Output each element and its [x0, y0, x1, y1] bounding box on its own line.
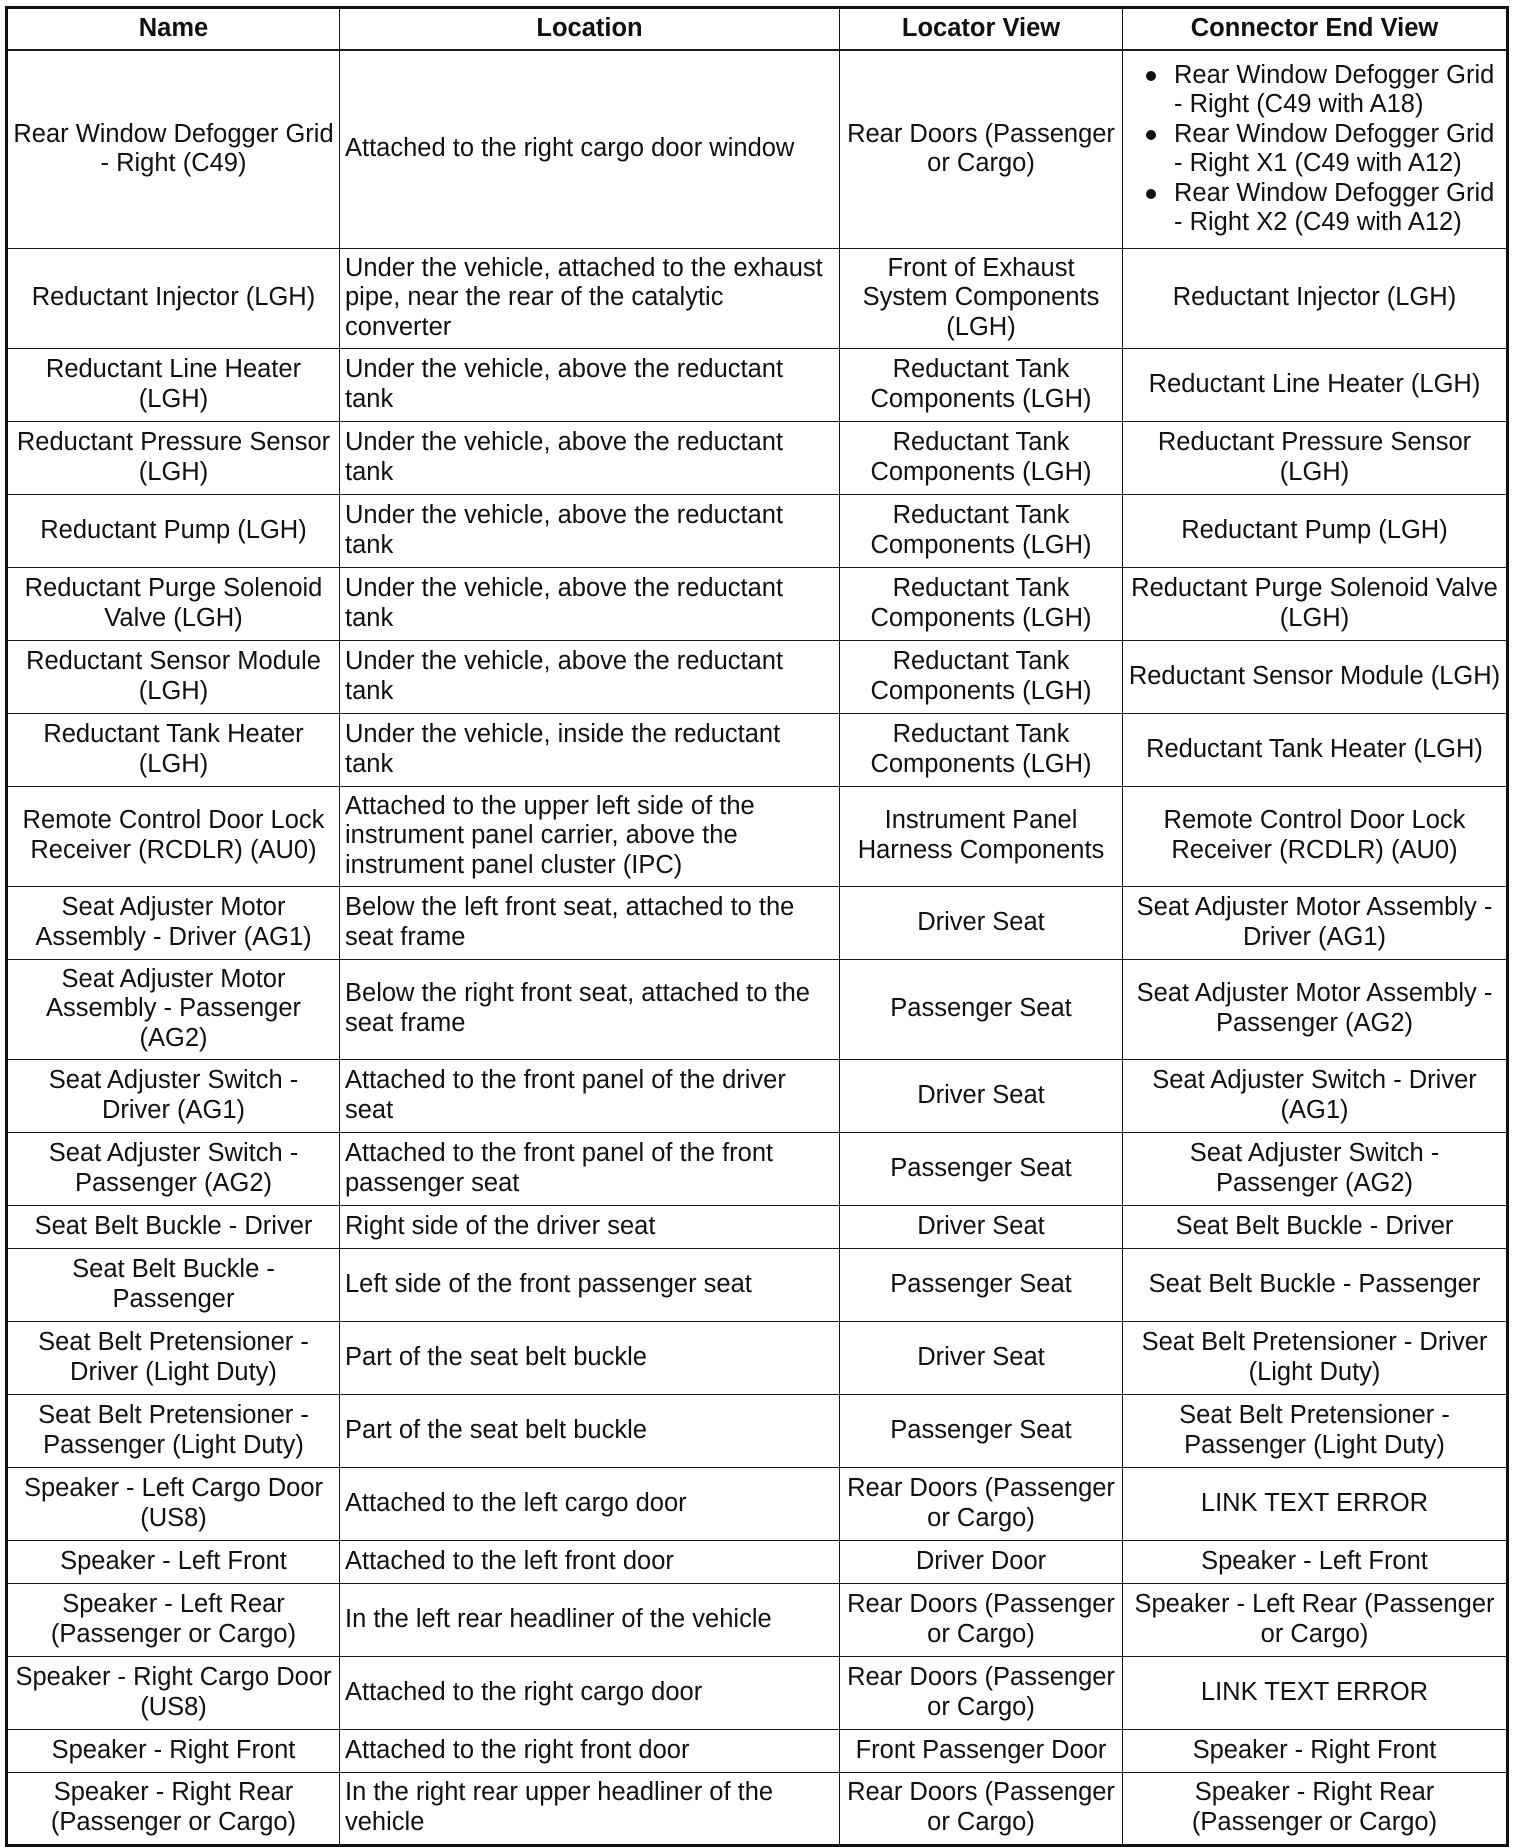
cell-name: Reductant Tank Heater (LGH)	[7, 713, 340, 786]
cell-location: Attached to the front panel of the front passenger seat	[340, 1132, 840, 1205]
cell-name: Speaker - Right Cargo Door (US8)	[7, 1656, 340, 1729]
table-row	[7, 494, 1508, 567]
cell-connector-end-view[interactable]	[1123, 50, 1508, 248]
cell-locator-view[interactable]: Reductant Tank Components (LGH)	[840, 713, 1123, 786]
table-row	[7, 248, 1508, 348]
table-row	[7, 50, 1508, 248]
table-row	[7, 567, 1508, 640]
cell-locator-view[interactable]: Driver Seat	[840, 1059, 1123, 1132]
connector-list-item[interactable]: Rear Window Defogger Grid - Right X2 (C49 with A12)	[1128, 179, 1501, 238]
cell-name: Seat Adjuster Switch - Passenger (AG2)	[7, 1132, 340, 1205]
cell-location: In the left rear headliner of the vehicle	[340, 1583, 840, 1656]
cell-location: Attached to the left front door	[340, 1540, 840, 1583]
cell-connector-end-view[interactable]: Reductant Pressure Sensor (LGH)	[1123, 421, 1508, 494]
cell-connector-end-view[interactable]: Seat Adjuster Motor Assembly - Passenger (AG2)	[1123, 959, 1508, 1059]
table-row	[7, 1205, 1508, 1248]
cell-locator-view[interactable]: Reductant Tank Components (LGH)	[840, 494, 1123, 567]
cell-connector-end-view[interactable]: Seat Belt Pretensioner - Passenger (Light Duty)	[1123, 1394, 1508, 1467]
cell-locator-view[interactable]: Front Passenger Door	[840, 1729, 1123, 1772]
cell-location: Below the left front seat, attached to the seat frame	[340, 886, 840, 959]
cell-name: Speaker - Left Rear (Passenger or Cargo)	[7, 1583, 340, 1656]
cell-location: Part of the seat belt buckle	[340, 1394, 840, 1467]
cell-name: Seat Belt Pretensioner - Passenger (Light Duty)	[7, 1394, 340, 1467]
connector-list	[1128, 61, 1501, 238]
cell-locator-view[interactable]: Reductant Tank Components (LGH)	[840, 348, 1123, 421]
cell-name: Reductant Line Heater (LGH)	[7, 348, 340, 421]
table-row	[7, 1394, 1508, 1467]
column-header-connector-end-view: Connector End View	[1123, 8, 1508, 51]
cell-location: Attached to the right cargo door	[340, 1656, 840, 1729]
cell-connector-end-view[interactable]: LINK TEXT ERROR	[1123, 1656, 1508, 1729]
cell-location: Under the vehicle, above the reductant tank	[340, 567, 840, 640]
cell-location: Attached to the right front door	[340, 1729, 840, 1772]
table-body	[7, 50, 1508, 1845]
column-header-location: Location	[340, 8, 840, 51]
cell-connector-end-view[interactable]: Reductant Line Heater (LGH)	[1123, 348, 1508, 421]
cell-location: In the right rear upper headliner of the vehicle	[340, 1772, 840, 1845]
table-row	[7, 1132, 1508, 1205]
table-row	[7, 421, 1508, 494]
cell-locator-view[interactable]: Driver Door	[840, 1540, 1123, 1583]
cell-locator-view[interactable]: Driver Seat	[840, 1205, 1123, 1248]
cell-connector-end-view[interactable]: Speaker - Left Rear (Passenger or Cargo)	[1123, 1583, 1508, 1656]
cell-connector-end-view[interactable]: Reductant Pump (LGH)	[1123, 494, 1508, 567]
table-row	[7, 1467, 1508, 1540]
cell-location: Attached to the left cargo door	[340, 1467, 840, 1540]
cell-connector-end-view[interactable]: Reductant Sensor Module (LGH)	[1123, 640, 1508, 713]
cell-locator-view[interactable]: Passenger Seat	[840, 1132, 1123, 1205]
cell-connector-end-view[interactable]: Speaker - Right Rear (Passenger or Cargo)	[1123, 1772, 1508, 1845]
table-row	[7, 1248, 1508, 1321]
cell-name: Reductant Pressure Sensor (LGH)	[7, 421, 340, 494]
connector-list-item[interactable]: Rear Window Defogger Grid - Right X1 (C49 with A12)	[1128, 120, 1501, 179]
cell-locator-view[interactable]: Driver Seat	[840, 1321, 1123, 1394]
table-row	[7, 1729, 1508, 1772]
cell-location: Under the vehicle, above the reductant tank	[340, 348, 840, 421]
cell-connector-end-view[interactable]: Reductant Injector (LGH)	[1123, 248, 1508, 348]
cell-name: Seat Belt Pretensioner - Driver (Light Duty)	[7, 1321, 340, 1394]
cell-location: Under the vehicle, above the reductant tank	[340, 421, 840, 494]
cell-location: Attached to the front panel of the driver seat	[340, 1059, 840, 1132]
cell-connector-end-view[interactable]: Seat Adjuster Switch - Driver (AG1)	[1123, 1059, 1508, 1132]
connector-list-item[interactable]: Rear Window Defogger Grid - Right (C49 with A18)	[1128, 61, 1501, 120]
table-row	[7, 348, 1508, 421]
cell-name: Speaker - Right Rear (Passenger or Cargo)	[7, 1772, 340, 1845]
cell-location: Attached to the right cargo door window	[340, 50, 840, 248]
table-row	[7, 640, 1508, 713]
cell-name: Reductant Injector (LGH)	[7, 248, 340, 348]
cell-name: Rear Window Defogger Grid - Right (C49)	[7, 50, 340, 248]
cell-connector-end-view[interactable]: Seat Belt Pretensioner - Driver (Light Duty)	[1123, 1321, 1508, 1394]
cell-name: Seat Adjuster Motor Assembly - Driver (AG1)	[7, 886, 340, 959]
cell-connector-end-view[interactable]: Reductant Tank Heater (LGH)	[1123, 713, 1508, 786]
table-row	[7, 886, 1508, 959]
cell-connector-end-view[interactable]: LINK TEXT ERROR	[1123, 1467, 1508, 1540]
table-row	[7, 786, 1508, 886]
cell-locator-view[interactable]: Rear Doors (Passenger or Cargo)	[840, 50, 1123, 248]
cell-connector-end-view[interactable]: Seat Belt Buckle - Driver	[1123, 1205, 1508, 1248]
cell-connector-end-view[interactable]: Remote Control Door Lock Receiver (RCDLR) (AU0)	[1123, 786, 1508, 886]
cell-locator-view[interactable]: Front of Exhaust System Components (LGH)	[840, 248, 1123, 348]
table-row	[7, 959, 1508, 1059]
column-header-name: Name	[7, 8, 340, 51]
cell-location: Under the vehicle, inside the reductant tank	[340, 713, 840, 786]
cell-location: Under the vehicle, above the reductant tank	[340, 640, 840, 713]
header-row	[7, 8, 1508, 51]
cell-location: Below the right front seat, attached to the seat frame	[340, 959, 840, 1059]
cell-name: Reductant Sensor Module (LGH)	[7, 640, 340, 713]
cell-locator-view[interactable]: Passenger Seat	[840, 1394, 1123, 1467]
cell-locator-view[interactable]: Rear Doors (Passenger or Cargo)	[840, 1772, 1123, 1845]
cell-locator-view[interactable]: Rear Doors (Passenger or Cargo)	[840, 1583, 1123, 1656]
cell-connector-end-view[interactable]: Seat Belt Buckle - Passenger	[1123, 1248, 1508, 1321]
cell-name: Seat Belt Buckle - Driver	[7, 1205, 340, 1248]
table-row	[7, 1583, 1508, 1656]
cell-connector-end-view[interactable]: Speaker - Left Front	[1123, 1540, 1508, 1583]
table-row	[7, 1059, 1508, 1132]
cell-locator-view[interactable]: Rear Doors (Passenger or Cargo)	[840, 1656, 1123, 1729]
cell-locator-view[interactable]: Rear Doors (Passenger or Cargo)	[840, 1467, 1123, 1540]
table-row	[7, 1321, 1508, 1394]
table-row	[7, 1540, 1508, 1583]
cell-locator-view[interactable]: Instrument Panel Harness Components	[840, 786, 1123, 886]
cell-location: Part of the seat belt buckle	[340, 1321, 840, 1394]
cell-location: Attached to the upper left side of the instrument panel carrier, above the instrument panel cluster (IPC)	[340, 786, 840, 886]
cell-connector-end-view[interactable]: Reductant Purge Solenoid Valve (LGH)	[1123, 567, 1508, 640]
cell-name: Speaker - Left Front	[7, 1540, 340, 1583]
cell-connector-end-view[interactable]: Seat Adjuster Motor Assembly - Driver (AG1)	[1123, 886, 1508, 959]
cell-connector-end-view[interactable]: Speaker - Right Front	[1123, 1729, 1508, 1772]
cell-name: Seat Adjuster Motor Assembly - Passenger (AG2)	[7, 959, 340, 1059]
cell-locator-view[interactable]: Reductant Tank Components (LGH)	[840, 567, 1123, 640]
cell-location: Left side of the front passenger seat	[340, 1248, 840, 1321]
table-row	[7, 1772, 1508, 1845]
cell-locator-view[interactable]: Reductant Tank Components (LGH)	[840, 421, 1123, 494]
cell-name: Speaker - Right Front	[7, 1729, 340, 1772]
cell-locator-view[interactable]: Reductant Tank Components (LGH)	[840, 640, 1123, 713]
cell-name: Seat Belt Buckle - Passenger	[7, 1248, 340, 1321]
cell-name: Reductant Pump (LGH)	[7, 494, 340, 567]
cell-locator-view[interactable]: Passenger Seat	[840, 959, 1123, 1059]
component-locator-table	[5, 6, 1509, 1847]
cell-location: Under the vehicle, above the reductant tank	[340, 494, 840, 567]
table-row	[7, 713, 1508, 786]
cell-locator-view[interactable]: Driver Seat	[840, 886, 1123, 959]
cell-locator-view[interactable]: Passenger Seat	[840, 1248, 1123, 1321]
column-header-locator-view: Locator View	[840, 8, 1123, 51]
table-row	[7, 1656, 1508, 1729]
cell-location: Under the vehicle, attached to the exhaust pipe, near the rear of the catalytic converter	[340, 248, 840, 348]
cell-name: Remote Control Door Lock Receiver (RCDLR) (AU0)	[7, 786, 340, 886]
cell-name: Reductant Purge Solenoid Valve (LGH)	[7, 567, 340, 640]
cell-location: Right side of the driver seat	[340, 1205, 840, 1248]
cell-name: Speaker - Left Cargo Door (US8)	[7, 1467, 340, 1540]
cell-connector-end-view[interactable]: Seat Adjuster Switch - Passenger (AG2)	[1123, 1132, 1508, 1205]
cell-name: Seat Adjuster Switch - Driver (AG1)	[7, 1059, 340, 1132]
